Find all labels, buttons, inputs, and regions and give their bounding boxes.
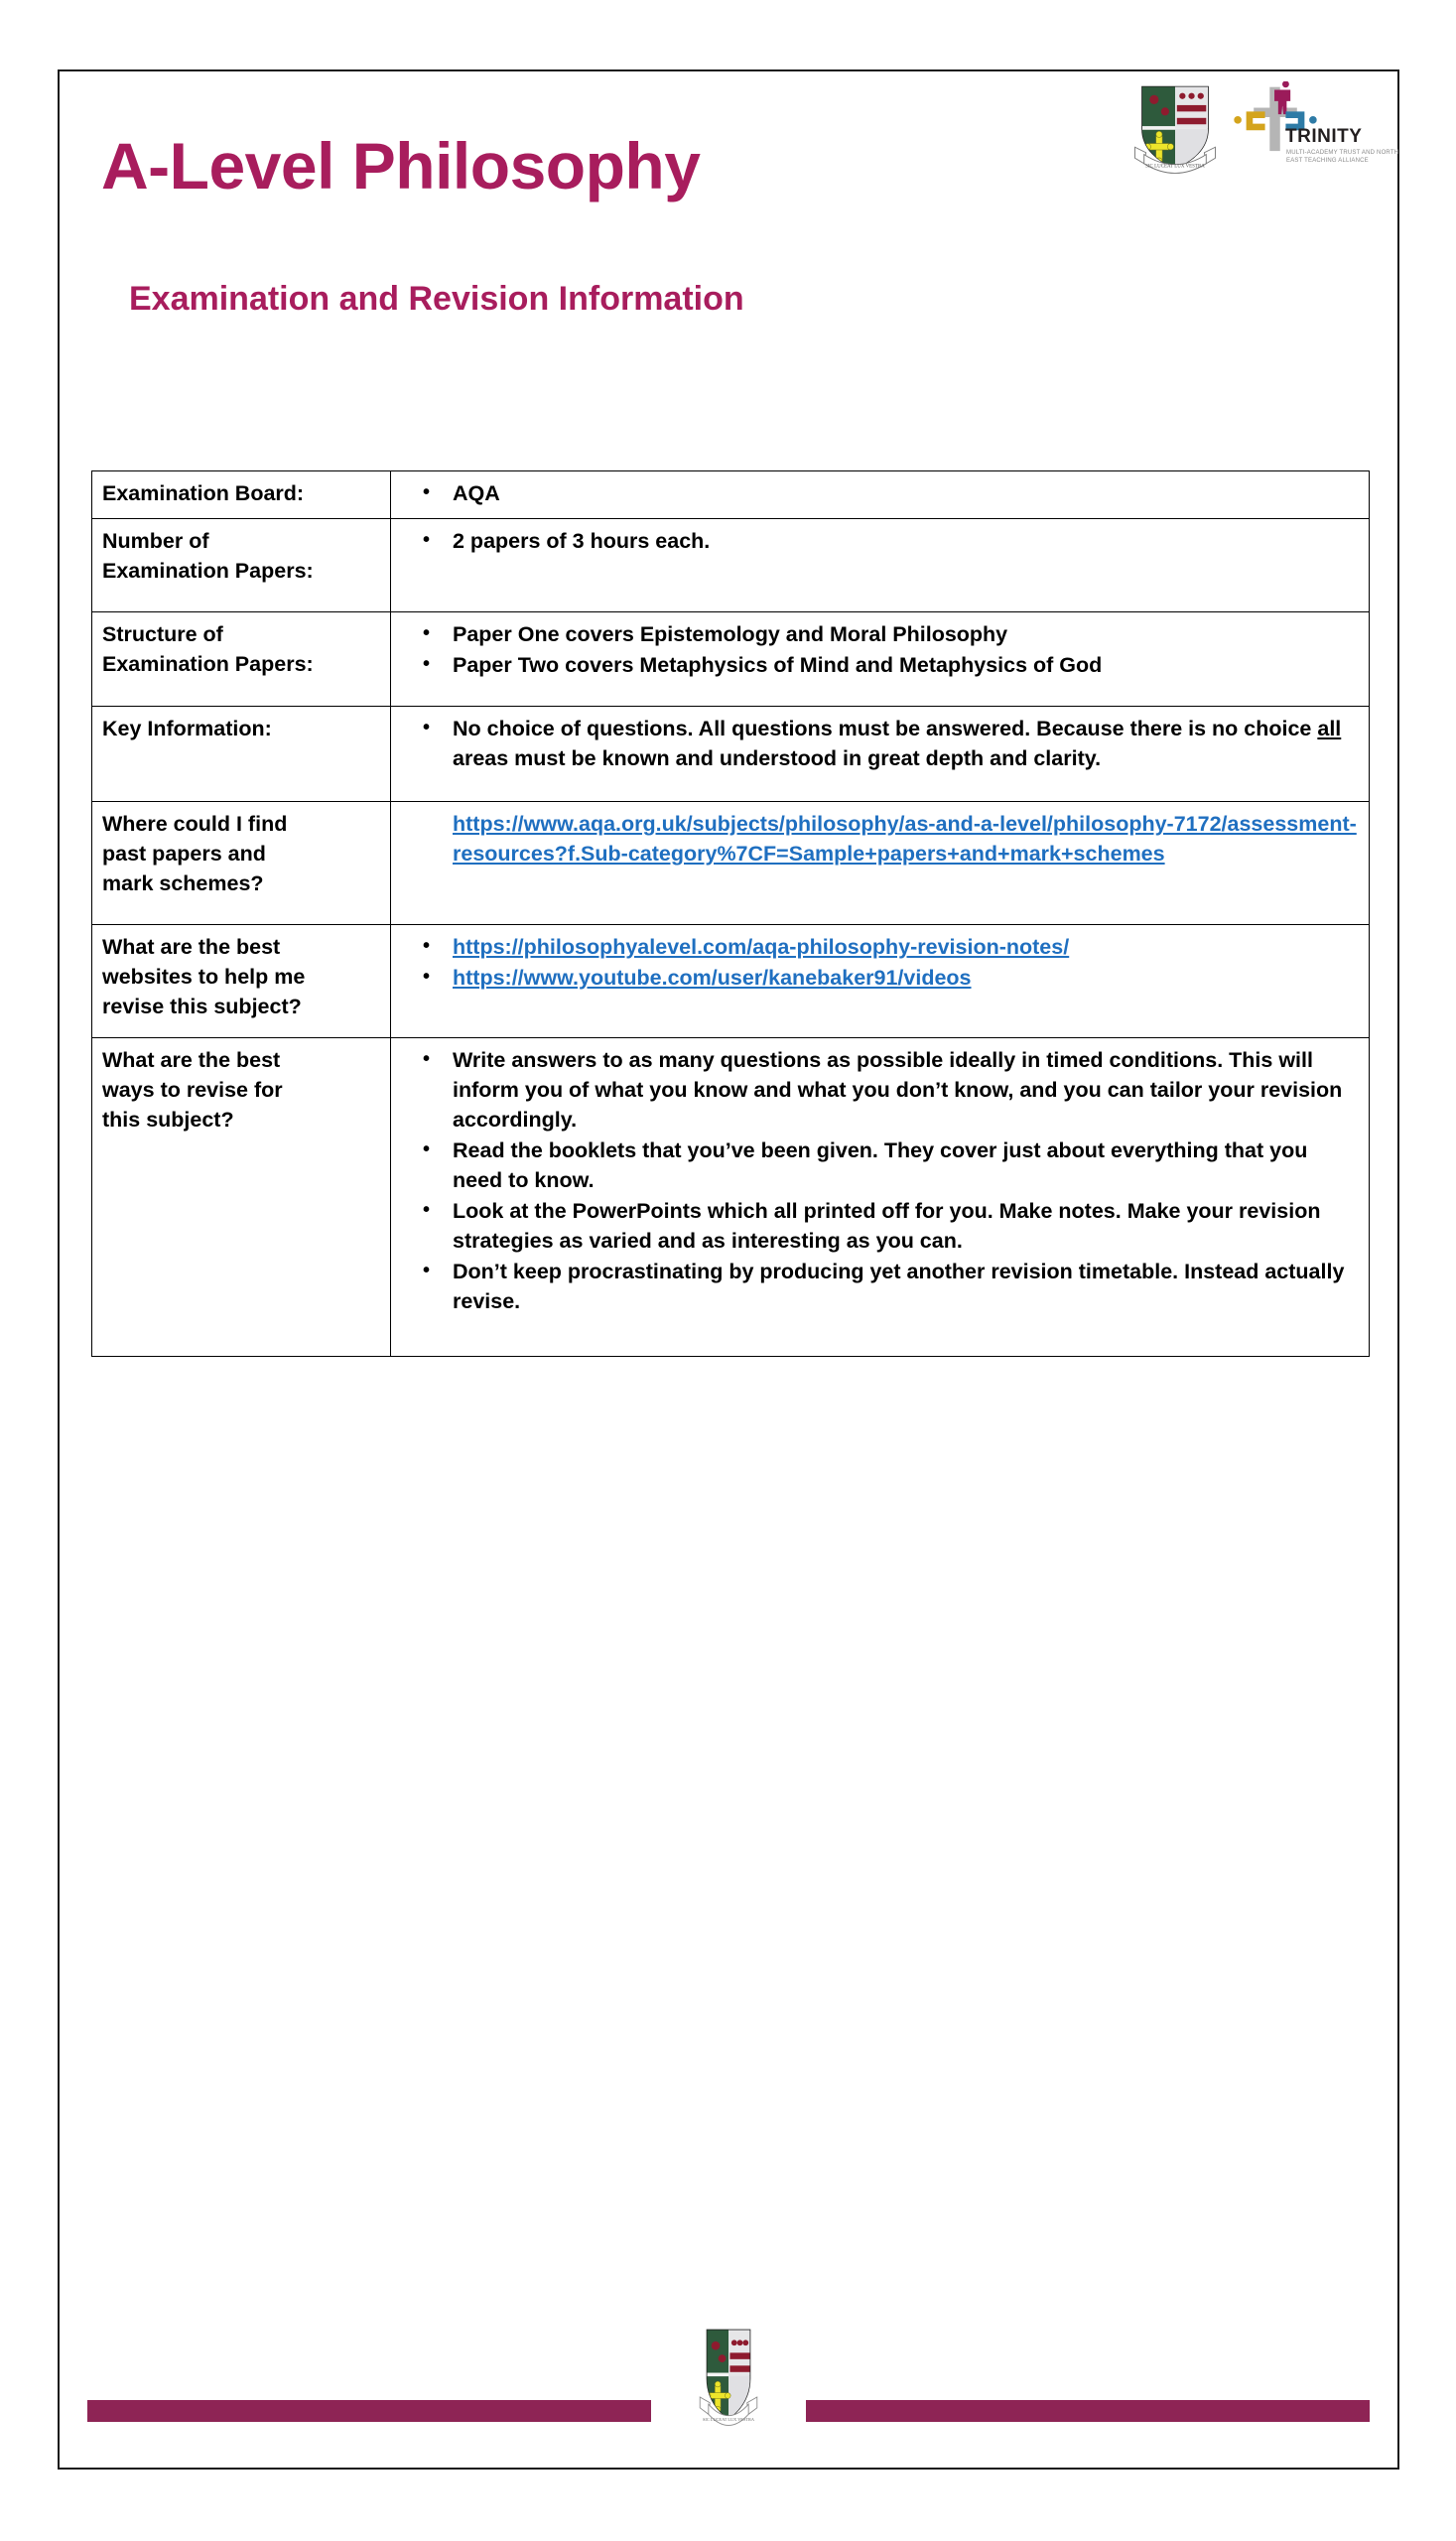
row-value-past-papers <box>391 802 1370 925</box>
list-item <box>453 714 1359 773</box>
exam-information-table <box>91 470 1370 1357</box>
header-logos <box>1129 79 1399 175</box>
table-row <box>92 519 1370 612</box>
bullet-list <box>399 932 1359 993</box>
label-line: Examination Board: <box>102 481 305 505</box>
list-item: • Write answers to as many questions as possible ideally in timed conditions. This will inform you of what you know and what you don’t know, and you can tailor your revision accordingly. <box>453 1045 1359 1135</box>
label-line: ways to revise for <box>102 1078 283 1102</box>
label-line: Structure of <box>102 622 223 646</box>
key-info-emphasis: all <box>1317 717 1342 740</box>
crest-motto-text: SIC LUCEAT LUX VESTRA <box>1145 164 1205 170</box>
document-page <box>58 69 1399 2470</box>
label-line: What are the best <box>102 935 281 959</box>
bullet-list <box>399 619 1359 680</box>
label-line: this subject? <box>102 1108 234 1132</box>
youtube-kanebaker91-link[interactable]: https://www.youtube.com/user/kanebaker91/videos <box>453 966 972 990</box>
list-item: • Paper One covers Epistemology and Moral Philosophy <box>453 619 1359 649</box>
label-line: Where could I find <box>102 812 288 836</box>
trinity-wordmark: TRINITY <box>1285 126 1363 147</box>
table-row <box>92 802 1370 925</box>
list-item: • Don’t keep procrastinating by producing yet another revision timetable. Instead actually revise. <box>453 1257 1359 1316</box>
aqa-assessment-resources-link[interactable]: https://www.aqa.org.uk/subjects/philosophy/as-and-a-level/philosophy-7172/assessment-resources?f.Sub-category%7CF=Sample+papers+and+mark+schemes <box>453 812 1357 866</box>
label-line: Examination Papers: <box>102 559 314 583</box>
row-value-number-of-papers <box>391 519 1370 612</box>
label-line: websites to help me <box>102 965 306 989</box>
row-label-examination-board <box>92 471 391 519</box>
link-block <box>399 809 1359 869</box>
label-line: Examination Papers: <box>102 652 314 676</box>
row-value-best-websites <box>391 925 1370 1038</box>
table-row <box>92 1038 1370 1357</box>
footer-school-crest-icon <box>693 2325 764 2434</box>
list-item: • 2 papers of 3 hours each. <box>453 526 1359 556</box>
label-line: Key Information: <box>102 717 272 740</box>
list-item: • AQA <box>453 478 1359 508</box>
row-value-best-ways-to-revise <box>391 1038 1370 1357</box>
row-label-number-of-papers <box>92 519 391 612</box>
label-line: What are the best <box>102 1048 281 1072</box>
list-item: • Look at the PowerPoints which all printed off for you. Make notes. Make your revision strategies as varied and as interesting as you can. <box>453 1196 1359 1256</box>
table-row <box>92 707 1370 802</box>
label-line: Number of <box>102 529 209 553</box>
table-row <box>92 471 1370 519</box>
bullet-list <box>399 1045 1359 1316</box>
row-label-past-papers <box>92 802 391 925</box>
philosophyalevel-link[interactable]: https://philosophyalevel.com/aqa-philosophy-revision-notes/ <box>453 935 1070 959</box>
list-item <box>453 963 1359 993</box>
key-info-part-2: areas must be known and understood in great depth and clarity. <box>453 746 1102 770</box>
page-footer <box>60 2295 1397 2444</box>
row-value-key-information <box>391 707 1370 802</box>
row-label-best-ways-to-revise <box>92 1038 391 1357</box>
footer-bar-right <box>806 2400 1370 2422</box>
row-label-best-websites <box>92 925 391 1038</box>
footer-bar-left <box>87 2400 651 2422</box>
bullet-list <box>399 526 1359 556</box>
bullet-list <box>399 714 1359 773</box>
trinity-strapline: MULTI-ACADEMY TRUST AND NORTH EAST TEACHING ALLIANCE <box>1286 150 1399 164</box>
row-value-structure-of-papers <box>391 612 1370 707</box>
list-item: • Paper Two covers Metaphysics of Mind and Metaphysics of God <box>453 650 1359 680</box>
footer-crest-motto-text: SIC LUCEAT LUX VESTRA <box>703 2416 754 2422</box>
row-label-structure-of-papers <box>92 612 391 707</box>
label-line: past papers and <box>102 842 266 866</box>
list-item: • Read the booklets that you’ve been given. They cover just about everything that you need to know. <box>453 1136 1359 1195</box>
list-item <box>453 932 1359 962</box>
table-row <box>92 925 1370 1038</box>
label-line: mark schemes? <box>102 871 264 895</box>
table-row <box>92 612 1370 707</box>
page-subtitle: Examination and Revision Information <box>129 280 744 318</box>
page-title: A-Level Philosophy <box>101 129 701 202</box>
row-value-examination-board <box>391 471 1370 519</box>
bullet-list <box>399 478 1359 508</box>
school-crest-icon <box>1129 79 1221 175</box>
trinity-logo <box>1231 79 1399 175</box>
key-info-part-1: No choice of questions. All questions must be answered. Because there is no choice <box>453 717 1318 740</box>
label-line: revise this subject? <box>102 995 302 1018</box>
row-label-key-information <box>92 707 391 802</box>
